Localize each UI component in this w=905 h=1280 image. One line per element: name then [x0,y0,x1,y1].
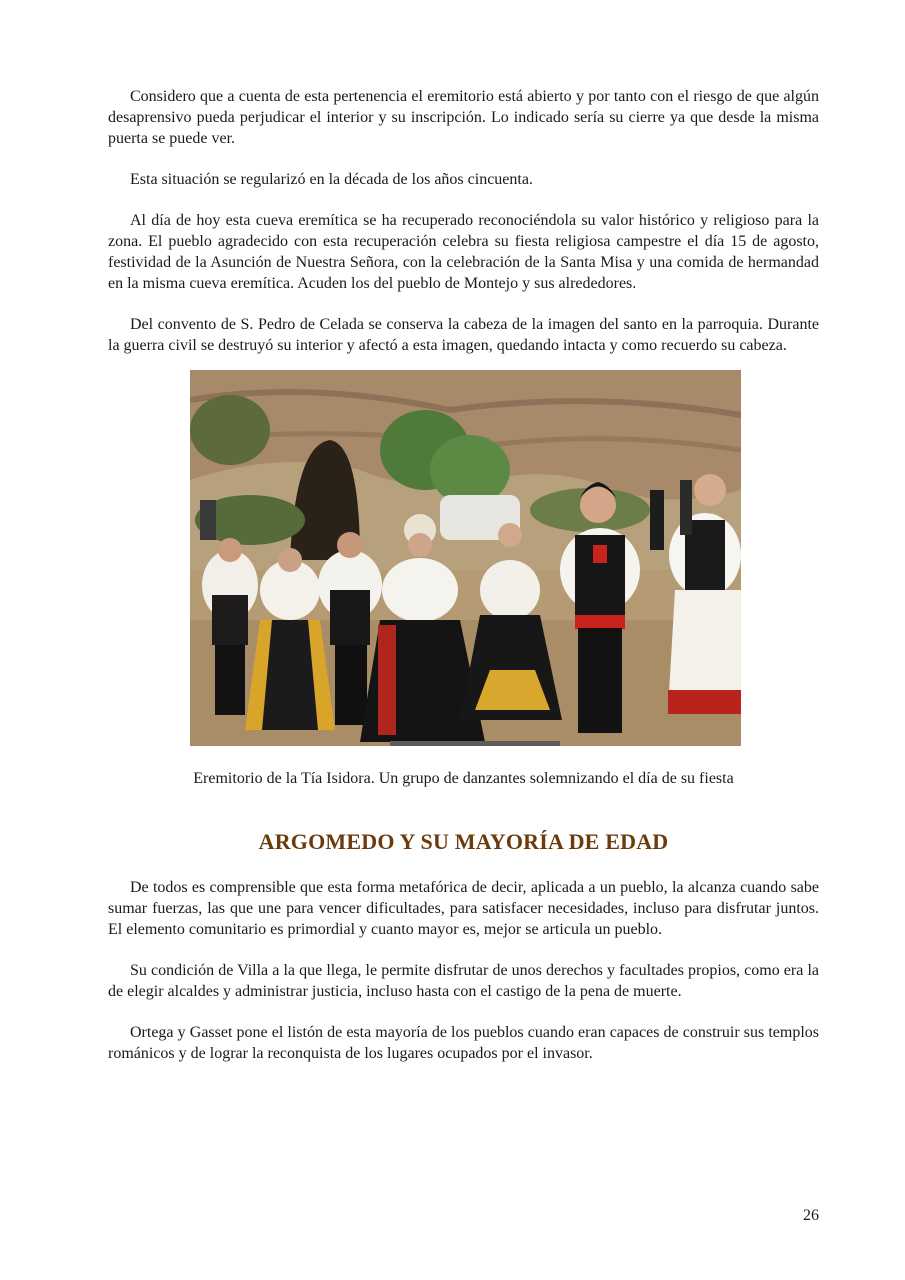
section-heading: ARGOMEDO Y SU MAYORÍA DE EDAD [258,829,669,854]
photo-caption: Eremitorio de la Tía Isidora. Un grupo de danzantes solemnizando el día de su fiesta [193,770,734,787]
paragraph: Al día de hoy esta cueva eremítica se ha recuperado reconociéndola su valor histórico y religioso para la zona. El pueblo agradecido con esta recuperación celebra su fiesta religiosa campestre el día 15 de agosto, festividad de la Asunción de Nuestra Señora, con la celebración de la Santa Misa y una comida de hermandad en la misma cueva eremítica. Acuden los del pueblo de Montejo y sus alrededores. [108,212,819,292]
page-content [108,86,819,1084]
paragraph: Considero que a cuenta de esta pertenencia el eremitorio está abierto y por tanto con el riesgo de que algún desaprensivo pueda perjudicar el interior y su inscripción. Lo indicado sería su cierre ya que desde la misma puerta se puede ver. [108,88,819,147]
paragraph: Del convento de S. Pedro de Celada se conserva la cabeza de la imagen del santo en la parroquia. Durante la guerra civil se destruyó su interior y afectó a esta imagen, quedando intacta y como recuerdo su cabeza. [108,316,819,354]
festival-photo [190,370,741,746]
paragraph: Ortega y Gasset pone el listón de esta mayoría de los pueblos cuando eran capaces de construir sus templos románicos y de lograr la reconquista de los lugares ocupados por el invasor. [108,1024,819,1062]
paragraph: Su condición de Villa a la que llega, le permite disfrutar de unos derechos y facultades propios, como era la de elegir alcaldes y administrar justicia, incluso hasta con el castigo de la pena de muerte. [108,962,819,1000]
paragraph: Esta situación se regularizó en la década de los años cincuenta. [130,171,533,188]
dancers-photo-illustration [190,370,741,746]
page-number: 26 [803,1207,819,1224]
paragraph: De todos es comprensible que esta forma metafórica de decir, aplicada a un pueblo, la alcanza cuando sabe sumar fuerzas, las que une para vencer dificultades, para satisfacer necesidades, incluso para disfrutar juntos. El elemento comunitario es primordial y cuanto mayor es, mejor se articula un pueblo. [108,879,819,938]
